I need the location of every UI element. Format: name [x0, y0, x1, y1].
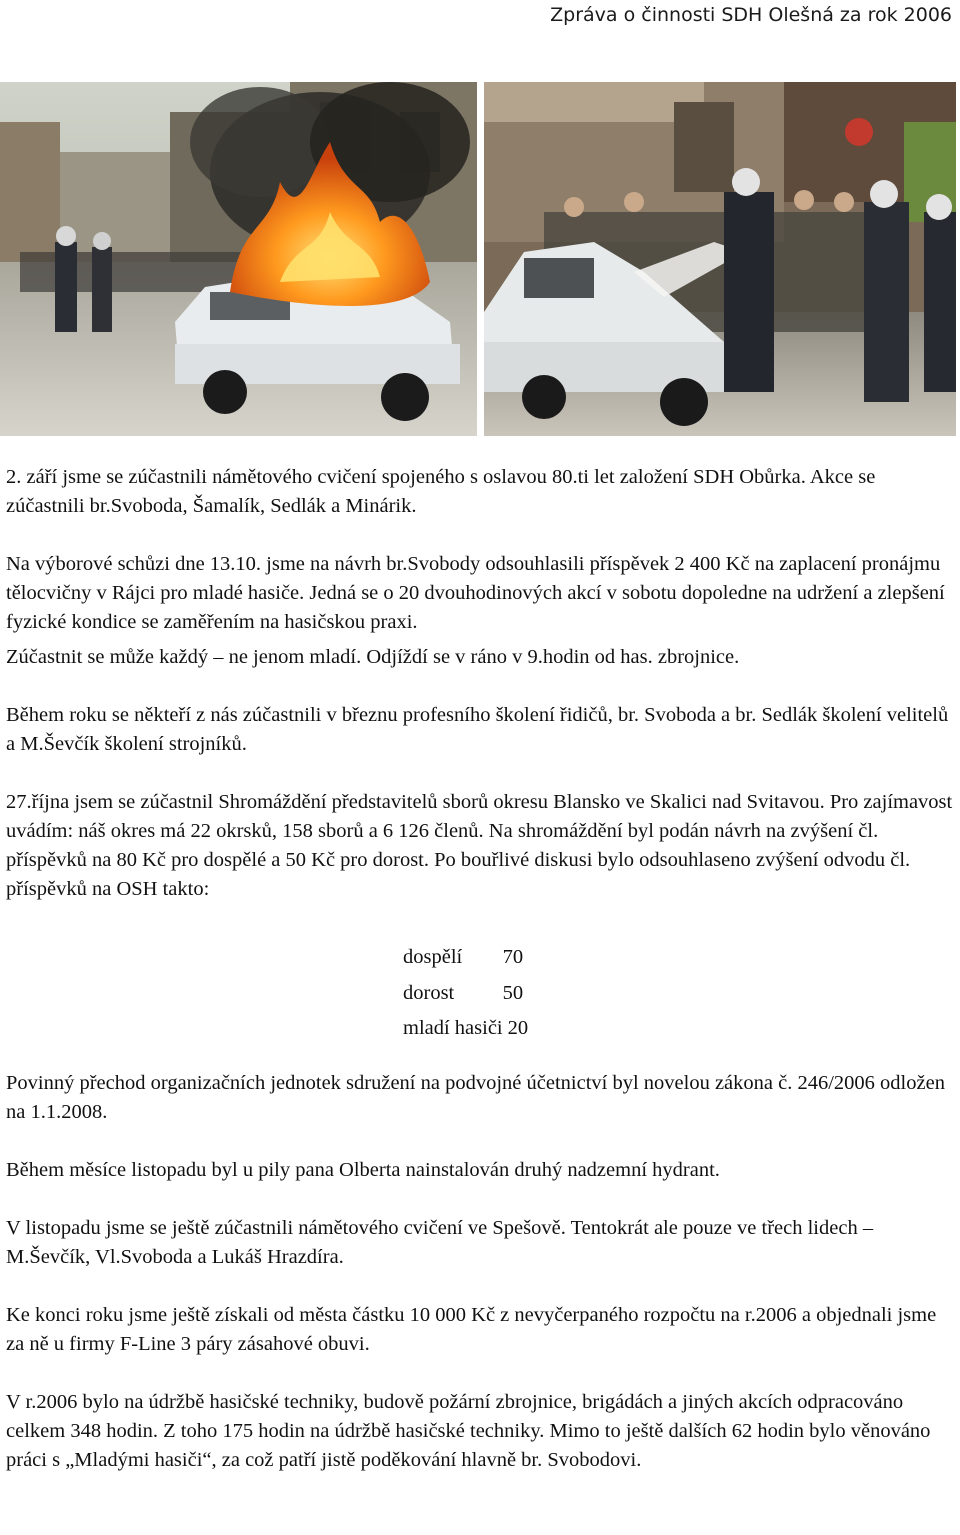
fee-value: 70: [502, 946, 524, 968]
firefighters-extinguishing-car-photo: [484, 82, 956, 436]
paragraph-oburka-exercise: 2. září jsme se zúčastnili námětového cvičení spojeného s oslavou 80.ti let založení SDH Obůrka. Akce se zúčastnili br.Svoboda, Šamalík, Sedlák a Minárik.: [6, 466, 876, 517]
paragraph-gym-contribution: Na výborové schůzi dne 13.10. jsme na návrh br.Svobody odsouhlasili příspěvek 2 400 Kč na zaplacení pronájmu tělocvičny v Rájci pro mladé hasiče. Jedná se o 20 dvouhodinových akcí v sobotu dopoledne na udržení a zlepšení fyzické kondice se zaměřením na hasičskou praxi.: [6, 553, 945, 633]
fee-row: [403, 1011, 528, 1047]
paragraph-hours-summary: V r.2006 bylo na údržbě hasičské techniky, budově požární zbrojnice, brigádách a jiných akcích odpracováno celkem 348 hodin. Z toho 175 hodin na údržbě hasičské techniky. Mimo to ještě dalších 62 hodin bylo věnováno práci s „Mladými hasiči“, za což patří jistě poděkování hlavně br. Svobodovi.: [6, 1390, 931, 1471]
page-header-title: Zpráva o činnosti SDH Olešná za rok 2006: [550, 4, 952, 26]
paragraph-spesov-exercise: V listopadu jsme se ještě zúčastnili námětového cvičení ve Spešově. Tentokrát ale pouze ve třech lidech – M.Ševčík, Vl.Svoboda a Lukáš Hrazdíra.: [6, 1216, 874, 1268]
fee-value: 50: [502, 981, 524, 1004]
paragraph-accounting: Povinný přechod organizačních jednotek sdružení na podvojné účetnictví byl novelou zákona č. 246/2006 odložen na 1.1.2008.: [6, 1071, 945, 1123]
report-body: [6, 463, 954, 1504]
fee-row: [403, 940, 528, 976]
burning-car-photo: [0, 82, 477, 436]
fee-value: 20: [507, 1017, 529, 1039]
paragraph-training: Během roku se někteří z nás zúčastnili v březnu profesního školení řidičů, br. Svoboda a br. Sedlák školení velitelů a M.Ševčík školení strojníků.: [6, 704, 949, 755]
fee-label: dospělí: [403, 946, 463, 968]
paragraph-boots-purchase: Ke konci roku jsme ještě získali od města částku 10 000 Kč z nevyčerpaného rozpočtu na r.2006 a objednali jsme za ně u firmy F-Line 3 páry zásahové obuvi.: [6, 1303, 937, 1355]
paragraph-hydrant: Během měsíce listopadu byl u pily pana Olberta nainstalován druhý nadzemní hydrant.: [6, 1158, 720, 1181]
fee-label: dorost: [403, 981, 455, 1004]
paragraph-participation: Zúčastnit se může každý – ne jenom mladí. Odjíždí se v ráno v 9.hodin od has. zbrojnice.: [6, 646, 740, 668]
paragraph-assembly: 27.října jsem se zúčastnil Shromáždění představitelů sborů okresu Blansko ve Skalici nad Svitavou. Pro zajímavost uvádím: náš okres má 22 okrsků, 158 sborů a 6 126 členů. Na shromáždění byl podán návrh na zvýšení čl. příspěvků na 80 Kč pro dospělé a 50 Kč pro dorost. Po bouřlivé diskusi bylo odsouhlaseno zvýšení odvodu čl. příspěvků na OSH takto:: [6, 791, 953, 900]
fee-table: [403, 940, 528, 1047]
fee-label: mladí hasiči: [403, 1017, 503, 1039]
fee-row: [403, 976, 528, 1012]
